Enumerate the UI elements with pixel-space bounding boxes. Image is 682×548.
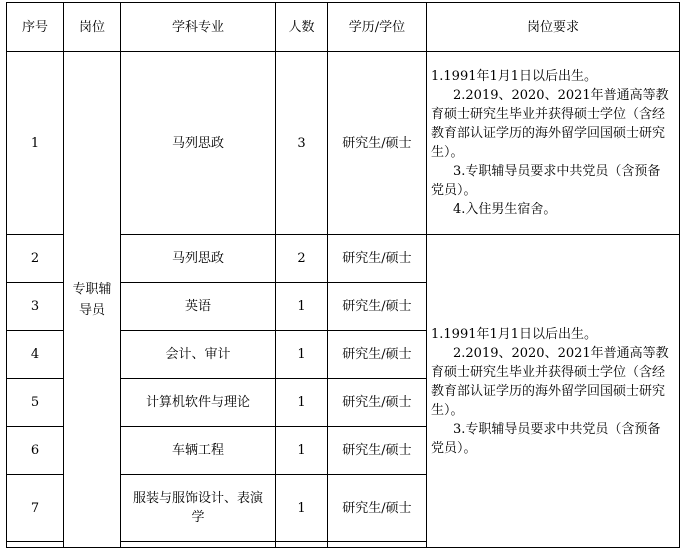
cell-seq: 7 <box>7 475 64 542</box>
cell-degree: 研究生/硕士 <box>328 379 427 427</box>
req2-line1: 1.1991年1月1日以后出生。 <box>431 326 598 342</box>
job-table <box>6 2 680 548</box>
header-major: 学科专业 <box>121 3 276 52</box>
cell-degree: 研究生/硕士 <box>328 427 427 475</box>
header-count: 人数 <box>276 3 328 52</box>
cell-position <box>64 52 121 548</box>
cell-major: 英语 <box>121 283 276 331</box>
cell-degree: 研究生/硕士 <box>328 475 427 542</box>
cell-degree: 研究生/硕士 <box>328 235 427 283</box>
cell-seq: 4 <box>7 331 64 379</box>
position-name: 专职辅导员 <box>72 281 112 318</box>
req1-line4: 4.入住男生宿舍。 <box>453 202 557 217</box>
cell-seq: 6 <box>7 427 64 475</box>
cell-count: 1 <box>276 475 328 542</box>
cell-seq: 1 <box>7 52 64 235</box>
cell-count: 1 <box>276 427 328 475</box>
cell-count: 1 <box>276 283 328 331</box>
cell-seq: 3 <box>7 283 64 331</box>
req2-line3: 3.专职辅导员要求中共党员（含预备党员）。 <box>431 421 661 456</box>
cell-major: 会计、审计 <box>121 331 276 379</box>
cell-requirements-2 <box>427 235 680 548</box>
cell-count: 3 <box>276 52 328 235</box>
cell-count: 1 <box>276 379 328 427</box>
cell-count: 1 <box>276 331 328 379</box>
cell-degree: 研究生/硕士 <box>328 283 427 331</box>
req1-line2: 2.2019、2020、2021年普通高等教育硕士研究生毕业并获得硕士学位（含经教育部认证学历的海外留学回国硕士研究生）。 <box>431 88 669 160</box>
cell-seq: 5 <box>7 379 64 427</box>
cell-major: 马列思政 <box>121 235 276 283</box>
table-row <box>7 52 680 235</box>
major-text: 服装与服饰设计、表演学 <box>132 491 263 525</box>
cell-count: 2 <box>276 235 328 283</box>
req2-line2: 2.2019、2020、2021年普通高等教育硕士研究生毕业并获得硕士学位（含经教育部认证学历的海外留学回国硕士研究生）。 <box>431 345 669 418</box>
cell-degree: 研究生/硕士 <box>328 52 427 235</box>
header-requirements: 岗位要求 <box>427 3 680 52</box>
cell-degree: 研究生/硕士 <box>328 331 427 379</box>
cell-seq: 2 <box>7 235 64 283</box>
cell-major <box>121 475 276 542</box>
cell-major: 车辆工程 <box>121 427 276 475</box>
req1-line3: 3.专职辅导员要求中共党员（含预备党员）。 <box>431 164 661 198</box>
req1-line1: 1.1991年1月1日以后出生。 <box>431 69 598 84</box>
cell-requirements-1 <box>427 52 680 235</box>
header-degree: 学历/学位 <box>328 3 427 52</box>
cell-major: 计算机软件与理论 <box>121 379 276 427</box>
header-position: 岗位 <box>64 3 121 52</box>
header-seq: 序号 <box>7 3 64 52</box>
header-row <box>7 3 680 52</box>
cell-major: 马列思政 <box>121 52 276 235</box>
